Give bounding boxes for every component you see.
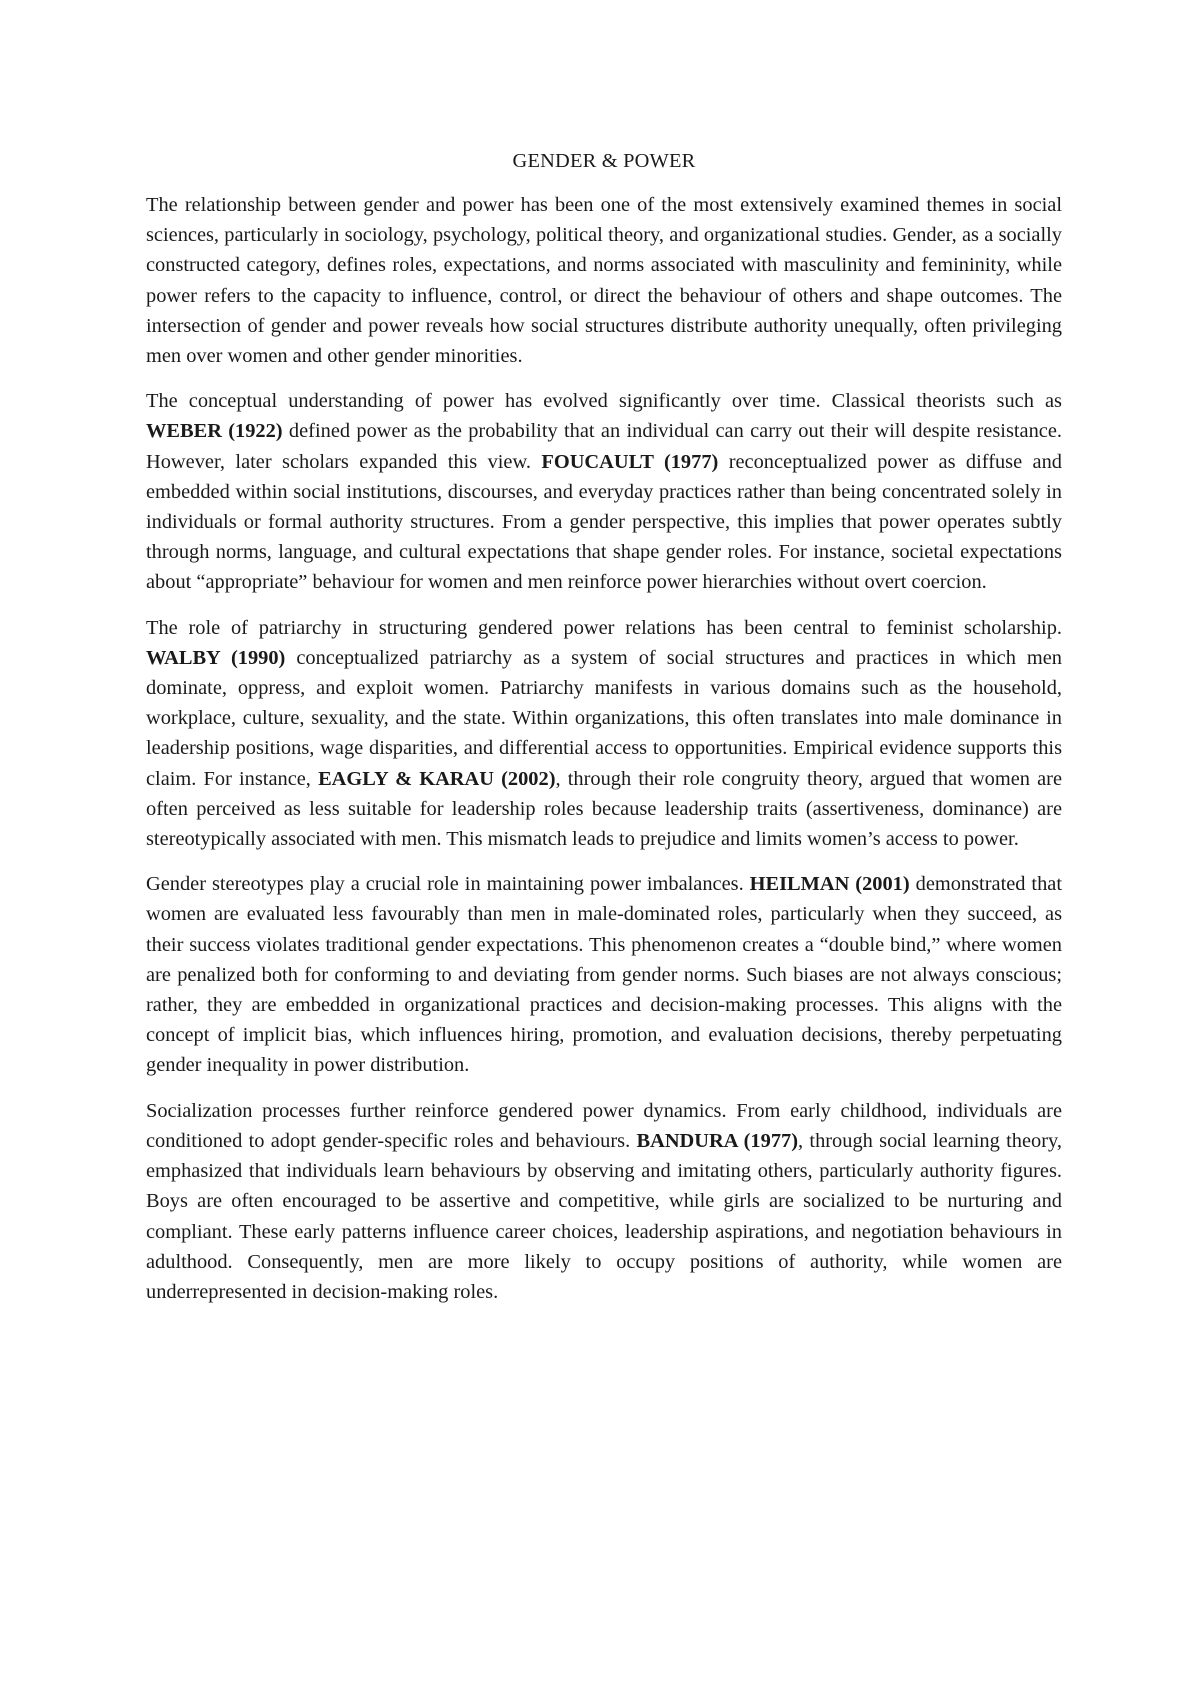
citation: WEBER (1922) [146, 420, 283, 443]
paragraph-text: The role of patriarchy in structuring gendered power relations has been central to feminist scholarship. [146, 616, 1062, 639]
document-title: GENDER & POWER [512, 150, 696, 172]
paragraph-text: Gender stereotypes play a crucial role in maintaining power imbalances. [146, 873, 750, 896]
paragraph-text: reconceptualized power as diffuse and embedded within social institutions, discourses, and everyday practices rather than being concentrated solely in individuals or formal authority structures. From a gender perspective, this implies that power operates subtly through norms, language, and cultural expectations that shape gender roles. For instance, societal expectations about “appropriate” behaviour for women and men reinforce power hierarchies without overt coercion. [146, 450, 1062, 594]
paragraph-text: demonstrated that women are evaluated less favourably than men in male-dominated roles, particularly when they succeed, as their success violates traditional gender expectations. This phenomenon creates a “double bind,” where women are penalized both for conforming to and deviating from gender norms. Such biases are not always conscious; rather, they are embedded in organizational practices and decision-making processes. This aligns with the concept of implicit bias, which influences hiring, promotion, and evaluation decisions, thereby perpetuating gender inequality in power distribution. [146, 873, 1063, 1077]
paragraph-text: defined power as the probability that an individual can carry out their will despite resistance. However, later scholars expanded this view. [146, 420, 1062, 473]
body-paragraph [146, 613, 1062, 855]
citation: FOUCAULT (1977) [541, 450, 719, 473]
body-paragraph [146, 386, 1062, 597]
citation: HEILMAN (2001) [749, 873, 910, 896]
citation: BANDURA (1977) [636, 1129, 798, 1152]
body-paragraph [146, 190, 1062, 371]
paragraph-text: , through social learning theory, emphasized that individuals learn behaviours by observing and imitating others, particularly authority figures. Boys are often encouraged to be assertive and competitive, while girls are socialized to be nurturing and compliant. These early patterns influence career choices, leadership aspirations, and negotiation behaviours in adulthood. Consequently, men are more likely to occupy positions of authority, while women are underrepresented in decision-making roles. [146, 1129, 1062, 1303]
paragraph-text: , through their role congruity theory, argued that women are often perceived as less suitable for leadership roles because leadership traits (assertiveness, dominance) are stereotypically associated with men. This mismatch leads to prejudice and limits women’s access to power. [146, 767, 1063, 851]
paragraph-text: Socialization processes further reinforce gendered power dynamics. From early childhood, individuals are conditioned to adopt gender-specific roles and behaviours. [146, 1099, 1062, 1152]
body-paragraph [146, 1096, 1062, 1307]
citation: WALBY (1990) [146, 646, 286, 669]
paragraph-list [146, 190, 1062, 1307]
paragraph-text: The relationship between gender and power has been one of the most extensively examined themes in social sciences, particularly in sociology, psychology, political theory, and organizational studies. Gender, as a socially constructed category, defines roles, expectations, and norms associated with masculinity and femininity, while power refers to the capacity to influence, control, or direct the behaviour of others and shape outcomes. The intersection of gender and power reveals how social structures distribute authority unequally, often privileging men over women and other gender minorities. [146, 194, 1062, 368]
body-paragraph [146, 869, 1062, 1080]
paragraph-text: conceptualized patriarchy as a system of social structures and practices in which men dominate, oppress, and exploit women. Patriarchy manifests in various domains such as the household, workplace, culture, sexuality, and the state. Within organizations, this often translates into male dominance in leadership positions, wage disparities, and differential access to opportunities. Empirical evidence supports this claim. For instance, [146, 646, 1062, 790]
citation: EAGLY & KARAU (2002) [318, 767, 556, 790]
paragraph-text: The conceptual understanding of power has evolved significantly over time. Classical theorists such as [146, 390, 1062, 413]
document-body [146, 146, 1062, 1322]
